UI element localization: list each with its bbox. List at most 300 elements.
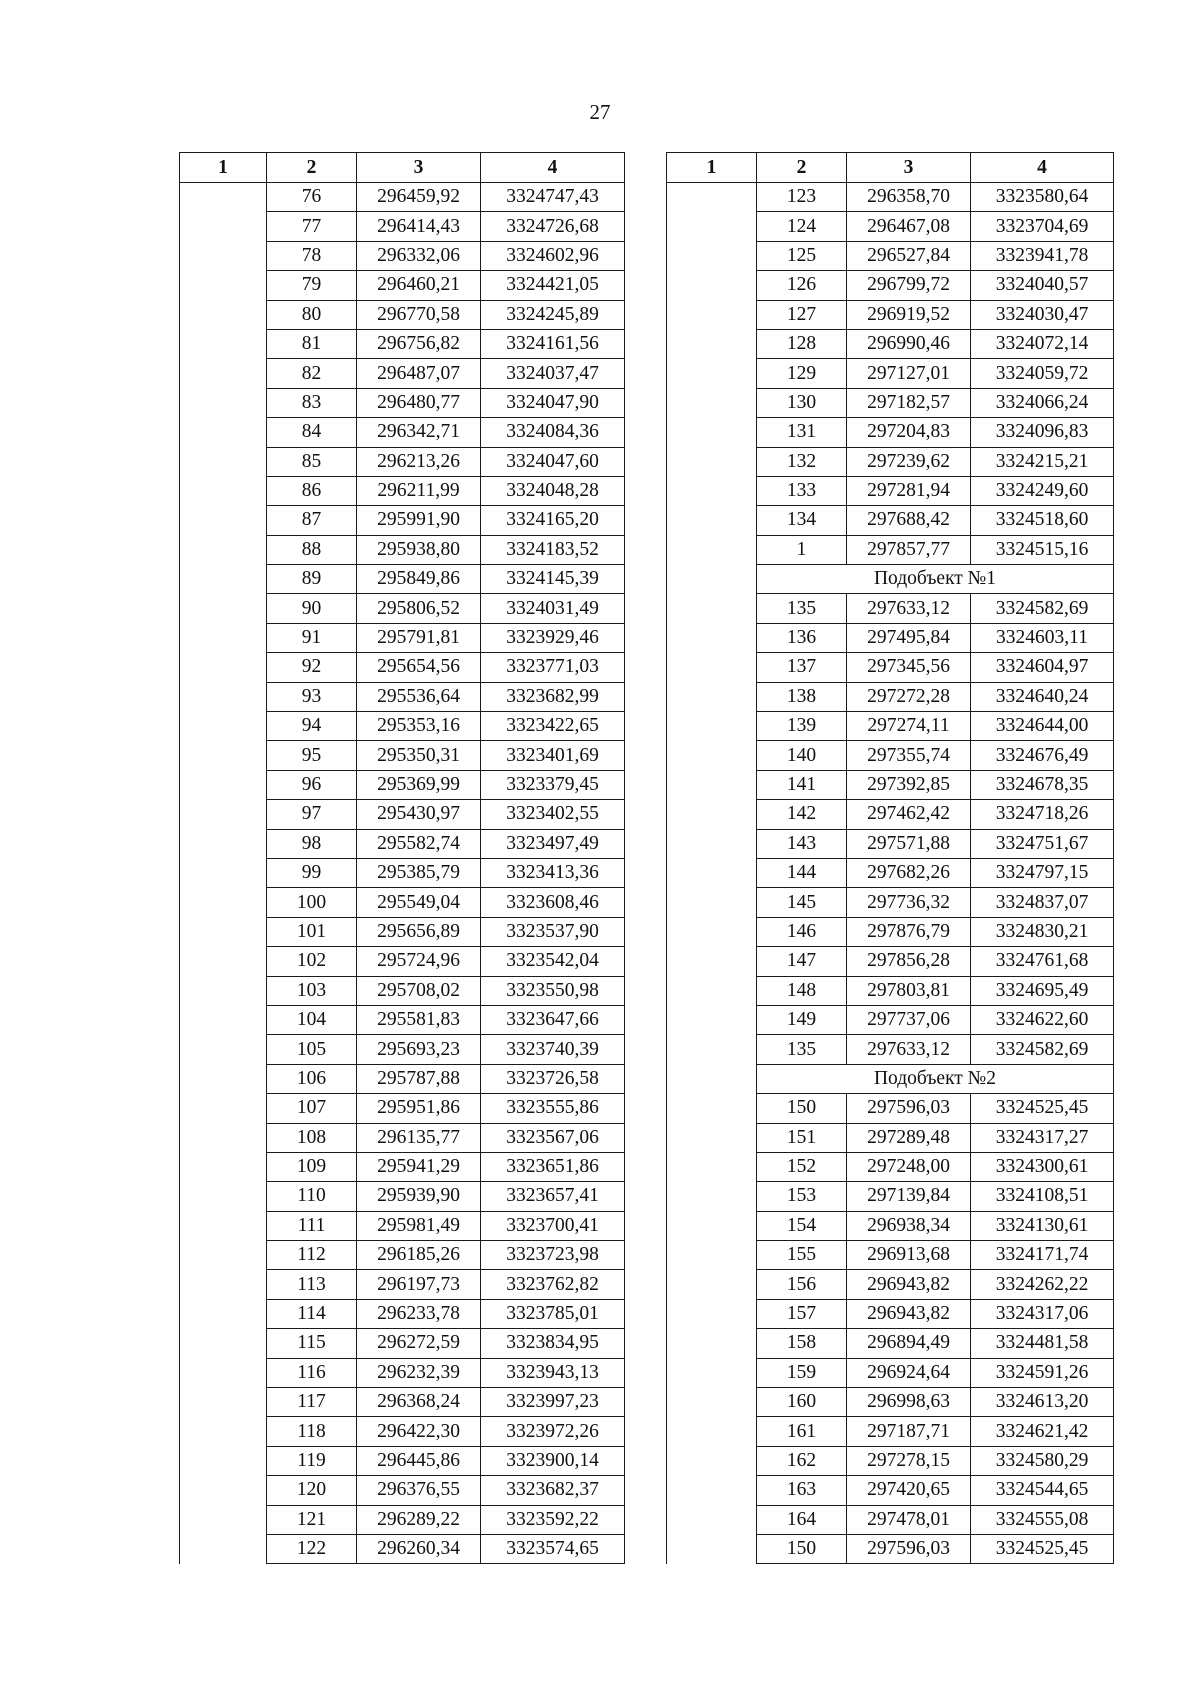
point-number-cell: 103	[267, 976, 357, 1005]
y-coordinate-cell: 3324130,61	[971, 1211, 1114, 1240]
y-coordinate-cell: 3323704,69	[971, 212, 1114, 241]
x-coordinate-cell: 295981,49	[357, 1211, 481, 1240]
point-number-cell: 124	[757, 212, 847, 241]
y-coordinate-cell: 3323402,55	[481, 800, 625, 829]
column-1-cell	[180, 1123, 267, 1152]
column-1-cell	[180, 682, 267, 711]
column-1-cell	[180, 212, 267, 241]
y-coordinate-cell: 3323550,98	[481, 976, 625, 1005]
column-1-cell	[180, 241, 267, 270]
y-coordinate-cell: 3324047,60	[481, 447, 625, 476]
column-1-cell	[180, 388, 267, 417]
table-row	[667, 1123, 1114, 1152]
x-coordinate-cell: 297737,06	[847, 1005, 971, 1034]
table-row	[180, 329, 625, 358]
x-coordinate-cell: 297187,71	[847, 1417, 971, 1446]
table-row	[667, 917, 1114, 946]
column-1-cell	[667, 1299, 757, 1328]
table-body	[180, 183, 625, 1564]
point-number-cell: 135	[757, 1035, 847, 1064]
point-number-cell: 159	[757, 1358, 847, 1387]
subobject-heading-row	[667, 1064, 1114, 1093]
y-coordinate-cell: 3323651,86	[481, 1152, 625, 1181]
y-coordinate-cell: 3324245,89	[481, 300, 625, 329]
column-1-cell	[667, 1211, 757, 1240]
x-coordinate-cell: 296233,78	[357, 1299, 481, 1328]
table-row	[180, 829, 625, 858]
x-coordinate-cell: 295581,83	[357, 1005, 481, 1034]
column-1-cell	[667, 1270, 757, 1299]
x-coordinate-cell: 295350,31	[357, 741, 481, 770]
x-coordinate-cell: 295369,99	[357, 770, 481, 799]
table-row	[667, 1241, 1114, 1270]
x-coordinate-cell: 296368,24	[357, 1388, 481, 1417]
table-row	[667, 1417, 1114, 1446]
x-coordinate-cell: 296467,08	[847, 212, 971, 241]
y-coordinate-cell: 3323740,39	[481, 1035, 625, 1064]
table-row	[667, 1388, 1114, 1417]
column-1-cell	[667, 241, 757, 270]
y-coordinate-cell: 3324747,43	[481, 183, 625, 212]
x-coordinate-cell: 296943,82	[847, 1299, 971, 1328]
x-coordinate-cell: 295708,02	[357, 976, 481, 1005]
point-number-cell: 96	[267, 770, 357, 799]
y-coordinate-cell: 3324582,69	[971, 594, 1114, 623]
point-number-cell: 76	[267, 183, 357, 212]
column-1-cell	[667, 682, 757, 711]
y-coordinate-cell: 3324047,90	[481, 388, 625, 417]
table-row	[180, 712, 625, 741]
point-number-cell: 109	[267, 1152, 357, 1181]
point-number-cell: 132	[757, 447, 847, 476]
x-coordinate-cell: 296487,07	[357, 359, 481, 388]
x-coordinate-cell: 295549,04	[357, 888, 481, 917]
point-number-cell: 144	[757, 858, 847, 887]
column-1-cell	[667, 1358, 757, 1387]
y-coordinate-cell: 3324031,49	[481, 594, 625, 623]
y-coordinate-cell: 3324481,58	[971, 1329, 1114, 1358]
x-coordinate-cell: 295430,97	[357, 800, 481, 829]
table-row	[180, 1241, 625, 1270]
column-1-cell	[667, 770, 757, 799]
y-coordinate-cell: 3323608,46	[481, 888, 625, 917]
table-row	[667, 770, 1114, 799]
point-number-cell: 121	[267, 1505, 357, 1534]
y-coordinate-cell: 3323771,03	[481, 653, 625, 682]
table-row	[667, 241, 1114, 270]
y-coordinate-cell: 3324644,00	[971, 712, 1114, 741]
table-row	[180, 858, 625, 887]
table-row	[667, 1505, 1114, 1534]
x-coordinate-cell: 295951,86	[357, 1094, 481, 1123]
coordinates-table-left	[179, 152, 625, 1564]
table-row	[180, 1476, 625, 1505]
column-1-cell	[180, 1211, 267, 1240]
table-row	[180, 1446, 625, 1475]
x-coordinate-cell: 297289,48	[847, 1123, 971, 1152]
x-coordinate-cell: 297682,26	[847, 858, 971, 887]
table-row	[667, 1534, 1114, 1563]
y-coordinate-cell: 3324066,24	[971, 388, 1114, 417]
column-1-cell	[180, 271, 267, 300]
y-coordinate-cell: 3324171,74	[971, 1241, 1114, 1270]
y-coordinate-cell: 3324030,47	[971, 300, 1114, 329]
table-row	[180, 1299, 625, 1328]
column-1-cell	[180, 329, 267, 358]
x-coordinate-cell: 297688,42	[847, 506, 971, 535]
y-coordinate-cell: 3324300,61	[971, 1152, 1114, 1181]
table-row	[180, 770, 625, 799]
column-1-cell	[180, 300, 267, 329]
point-number-cell: 97	[267, 800, 357, 829]
table-header-row	[667, 153, 1114, 183]
x-coordinate-cell: 296913,68	[847, 1241, 971, 1270]
point-number-cell: 102	[267, 947, 357, 976]
point-number-cell: 123	[757, 183, 847, 212]
table-row	[180, 1534, 625, 1563]
x-coordinate-cell: 296943,82	[847, 1270, 971, 1299]
table-row	[667, 447, 1114, 476]
column-1-cell	[667, 1064, 757, 1093]
x-coordinate-cell: 297345,56	[847, 653, 971, 682]
column-1-cell	[180, 623, 267, 652]
x-coordinate-cell: 297736,32	[847, 888, 971, 917]
column-1-cell	[180, 359, 267, 388]
point-number-cell: 158	[757, 1329, 847, 1358]
y-coordinate-cell: 3324837,07	[971, 888, 1114, 917]
x-coordinate-cell: 296459,92	[357, 183, 481, 212]
y-coordinate-cell: 3324604,97	[971, 653, 1114, 682]
point-number-cell: 111	[267, 1211, 357, 1240]
column-1-cell	[180, 712, 267, 741]
point-number-cell: 79	[267, 271, 357, 300]
x-coordinate-cell: 296919,52	[847, 300, 971, 329]
x-coordinate-cell: 297278,15	[847, 1446, 971, 1475]
table-row	[667, 1152, 1114, 1181]
point-number-cell: 141	[757, 770, 847, 799]
table-row	[667, 1299, 1114, 1328]
table-row	[180, 1005, 625, 1034]
column-1-cell	[180, 1329, 267, 1358]
x-coordinate-cell: 296756,82	[357, 329, 481, 358]
x-coordinate-cell: 297204,83	[847, 418, 971, 447]
x-coordinate-cell: 297248,00	[847, 1152, 971, 1181]
table-row	[180, 1358, 625, 1387]
point-number-cell: 89	[267, 565, 357, 594]
x-coordinate-cell: 295353,16	[357, 712, 481, 741]
x-coordinate-cell: 297462,42	[847, 800, 971, 829]
column-1-cell	[667, 1035, 757, 1064]
point-number-cell: 160	[757, 1388, 847, 1417]
table-row	[667, 1182, 1114, 1211]
table-row	[667, 1211, 1114, 1240]
table-row	[180, 506, 625, 535]
column-header-3: 3	[357, 153, 481, 183]
column-header-4: 4	[481, 153, 625, 183]
subobject-heading: Подобъект №1	[757, 565, 1114, 594]
point-number-cell: 101	[267, 917, 357, 946]
x-coordinate-cell: 295849,86	[357, 565, 481, 594]
y-coordinate-cell: 3324249,60	[971, 476, 1114, 505]
y-coordinate-cell: 3324830,21	[971, 917, 1114, 946]
table-row	[180, 1152, 625, 1181]
column-1-cell	[667, 1534, 757, 1563]
x-coordinate-cell: 297633,12	[847, 1035, 971, 1064]
table-row	[667, 888, 1114, 917]
x-coordinate-cell: 295693,23	[357, 1035, 481, 1064]
table-row	[667, 1035, 1114, 1064]
y-coordinate-cell: 3324582,69	[971, 1035, 1114, 1064]
y-coordinate-cell: 3324161,56	[481, 329, 625, 358]
column-1-cell	[667, 712, 757, 741]
column-header-4: 4	[971, 153, 1114, 183]
point-number-cell: 91	[267, 623, 357, 652]
y-coordinate-cell: 3323647,66	[481, 1005, 625, 1034]
column-1-cell	[180, 1534, 267, 1563]
y-coordinate-cell: 3323401,69	[481, 741, 625, 770]
y-coordinate-cell: 3324084,36	[481, 418, 625, 447]
column-1-cell	[180, 1182, 267, 1211]
point-number-cell: 137	[757, 653, 847, 682]
table-row	[667, 829, 1114, 858]
y-coordinate-cell: 3324718,26	[971, 800, 1114, 829]
y-coordinate-cell: 3323580,64	[971, 183, 1114, 212]
x-coordinate-cell: 296135,77	[357, 1123, 481, 1152]
column-1-cell	[667, 917, 757, 946]
y-coordinate-cell: 3323723,98	[481, 1241, 625, 1270]
y-coordinate-cell: 3324262,22	[971, 1270, 1114, 1299]
column-header-3: 3	[847, 153, 971, 183]
point-number-cell: 88	[267, 535, 357, 564]
y-coordinate-cell: 3324751,67	[971, 829, 1114, 858]
y-coordinate-cell: 3323943,13	[481, 1358, 625, 1387]
y-coordinate-cell: 3324145,39	[481, 565, 625, 594]
y-coordinate-cell: 3324317,06	[971, 1299, 1114, 1328]
point-number-cell: 163	[757, 1476, 847, 1505]
table-row	[180, 1417, 625, 1446]
table-row	[180, 1211, 625, 1240]
column-1-cell	[180, 1388, 267, 1417]
column-1-cell	[180, 535, 267, 564]
point-number-cell: 82	[267, 359, 357, 388]
table-row	[667, 1094, 1114, 1123]
point-number-cell: 90	[267, 594, 357, 623]
point-number-cell: 81	[267, 329, 357, 358]
table-row	[667, 623, 1114, 652]
x-coordinate-cell: 296289,22	[357, 1505, 481, 1534]
table-row	[667, 976, 1114, 1005]
point-number-cell: 92	[267, 653, 357, 682]
y-coordinate-cell: 3324108,51	[971, 1182, 1114, 1211]
point-number-cell: 114	[267, 1299, 357, 1328]
column-1-cell	[667, 888, 757, 917]
point-number-cell: 78	[267, 241, 357, 270]
x-coordinate-cell: 297495,84	[847, 623, 971, 652]
x-coordinate-cell: 297596,03	[847, 1534, 971, 1563]
point-number-cell: 112	[267, 1241, 357, 1270]
column-1-cell	[180, 800, 267, 829]
x-coordinate-cell: 296422,30	[357, 1417, 481, 1446]
x-coordinate-cell: 297272,28	[847, 682, 971, 711]
point-number-cell: 99	[267, 858, 357, 887]
y-coordinate-cell: 3324678,35	[971, 770, 1114, 799]
table-row	[180, 241, 625, 270]
point-number-cell: 120	[267, 1476, 357, 1505]
x-coordinate-cell: 296894,49	[847, 1329, 971, 1358]
column-1-cell	[180, 1241, 267, 1270]
point-number-cell: 110	[267, 1182, 357, 1211]
x-coordinate-cell: 295941,29	[357, 1152, 481, 1181]
y-coordinate-cell: 3324555,08	[971, 1505, 1114, 1534]
x-coordinate-cell: 296938,34	[847, 1211, 971, 1240]
x-coordinate-cell: 296376,55	[357, 1476, 481, 1505]
point-number-cell: 94	[267, 712, 357, 741]
point-number-cell: 93	[267, 682, 357, 711]
column-1-cell	[667, 565, 757, 594]
table-row	[667, 741, 1114, 770]
y-coordinate-cell: 3324602,96	[481, 241, 625, 270]
point-number-cell: 115	[267, 1329, 357, 1358]
point-number-cell: 157	[757, 1299, 847, 1328]
column-1-cell	[667, 1094, 757, 1123]
table-row	[667, 947, 1114, 976]
y-coordinate-cell: 3323497,49	[481, 829, 625, 858]
table-row	[180, 594, 625, 623]
y-coordinate-cell: 3324525,45	[971, 1534, 1114, 1563]
column-1-cell	[667, 741, 757, 770]
column-1-cell	[667, 388, 757, 417]
y-coordinate-cell: 3324525,45	[971, 1094, 1114, 1123]
point-number-cell: 83	[267, 388, 357, 417]
y-coordinate-cell: 3324603,11	[971, 623, 1114, 652]
y-coordinate-cell: 3323574,65	[481, 1534, 625, 1563]
column-1-cell	[180, 1035, 267, 1064]
column-1-cell	[667, 183, 757, 212]
y-coordinate-cell: 3324613,20	[971, 1388, 1114, 1417]
y-coordinate-cell: 3323785,01	[481, 1299, 625, 1328]
column-1-cell	[667, 1417, 757, 1446]
table-row	[667, 1358, 1114, 1387]
x-coordinate-cell: 295938,80	[357, 535, 481, 564]
table-row	[180, 947, 625, 976]
y-coordinate-cell: 3323542,04	[481, 947, 625, 976]
column-1-cell	[180, 1476, 267, 1505]
table-row	[180, 741, 625, 770]
column-1-cell	[667, 506, 757, 535]
point-number-cell: 85	[267, 447, 357, 476]
table-row	[667, 212, 1114, 241]
point-number-cell: 87	[267, 506, 357, 535]
y-coordinate-cell: 3323700,41	[481, 1211, 625, 1240]
x-coordinate-cell: 297596,03	[847, 1094, 971, 1123]
x-coordinate-cell: 296232,39	[357, 1358, 481, 1387]
x-coordinate-cell: 295787,88	[357, 1064, 481, 1093]
column-1-cell	[667, 594, 757, 623]
table-row	[180, 1329, 625, 1358]
column-1-cell	[180, 741, 267, 770]
y-coordinate-cell: 3324048,28	[481, 476, 625, 505]
column-1-cell	[180, 1152, 267, 1181]
x-coordinate-cell: 295385,79	[357, 858, 481, 887]
table-row	[667, 1270, 1114, 1299]
column-1-cell	[180, 506, 267, 535]
column-1-cell	[667, 947, 757, 976]
column-1-cell	[180, 653, 267, 682]
point-number-cell: 146	[757, 917, 847, 946]
table-row	[667, 682, 1114, 711]
table-row	[667, 388, 1114, 417]
table-row	[180, 1064, 625, 1093]
point-number-cell: 151	[757, 1123, 847, 1152]
table-row	[667, 300, 1114, 329]
table-row	[667, 1476, 1114, 1505]
x-coordinate-cell: 297127,01	[847, 359, 971, 388]
column-1-cell	[667, 271, 757, 300]
point-number-cell: 113	[267, 1270, 357, 1299]
x-coordinate-cell: 295724,96	[357, 947, 481, 976]
point-number-cell: 161	[757, 1417, 847, 1446]
x-coordinate-cell: 295656,89	[357, 917, 481, 946]
x-coordinate-cell: 297856,28	[847, 947, 971, 976]
x-coordinate-cell: 295806,52	[357, 594, 481, 623]
y-coordinate-cell: 3324165,20	[481, 506, 625, 535]
x-coordinate-cell: 295939,90	[357, 1182, 481, 1211]
y-coordinate-cell: 3324317,27	[971, 1123, 1114, 1152]
x-coordinate-cell: 295582,74	[357, 829, 481, 858]
point-number-cell: 156	[757, 1270, 847, 1299]
x-coordinate-cell: 296460,21	[357, 271, 481, 300]
y-coordinate-cell: 3324695,49	[971, 976, 1114, 1005]
point-number-cell: 126	[757, 271, 847, 300]
x-coordinate-cell: 296342,71	[357, 418, 481, 447]
x-coordinate-cell: 295536,64	[357, 682, 481, 711]
column-1-cell	[180, 565, 267, 594]
table-row	[180, 623, 625, 652]
y-coordinate-cell: 3323567,06	[481, 1123, 625, 1152]
column-1-cell	[180, 1270, 267, 1299]
x-coordinate-cell: 295991,90	[357, 506, 481, 535]
x-coordinate-cell: 295654,56	[357, 653, 481, 682]
table-row	[667, 594, 1114, 623]
point-number-cell: 117	[267, 1388, 357, 1417]
table-row	[667, 1446, 1114, 1475]
table-row	[667, 418, 1114, 447]
point-number-cell: 139	[757, 712, 847, 741]
table-row	[180, 388, 625, 417]
x-coordinate-cell: 297139,84	[847, 1182, 971, 1211]
point-number-cell: 106	[267, 1064, 357, 1093]
column-header-2: 2	[757, 153, 847, 183]
y-coordinate-cell: 3324726,68	[481, 212, 625, 241]
column-header-1: 1	[667, 153, 757, 183]
table-row	[180, 1388, 625, 1417]
y-coordinate-cell: 3323834,95	[481, 1329, 625, 1358]
table-row	[667, 359, 1114, 388]
column-1-cell	[667, 653, 757, 682]
table-row	[667, 535, 1114, 564]
x-coordinate-cell: 296260,34	[357, 1534, 481, 1563]
table-row	[180, 888, 625, 917]
table-row	[180, 212, 625, 241]
y-coordinate-cell: 3323929,46	[481, 623, 625, 652]
point-number-cell: 95	[267, 741, 357, 770]
y-coordinate-cell: 3323657,41	[481, 1182, 625, 1211]
column-1-cell	[180, 1094, 267, 1123]
x-coordinate-cell: 296770,58	[357, 300, 481, 329]
x-coordinate-cell: 296799,72	[847, 271, 971, 300]
table-row	[180, 682, 625, 711]
point-number-cell: 127	[757, 300, 847, 329]
